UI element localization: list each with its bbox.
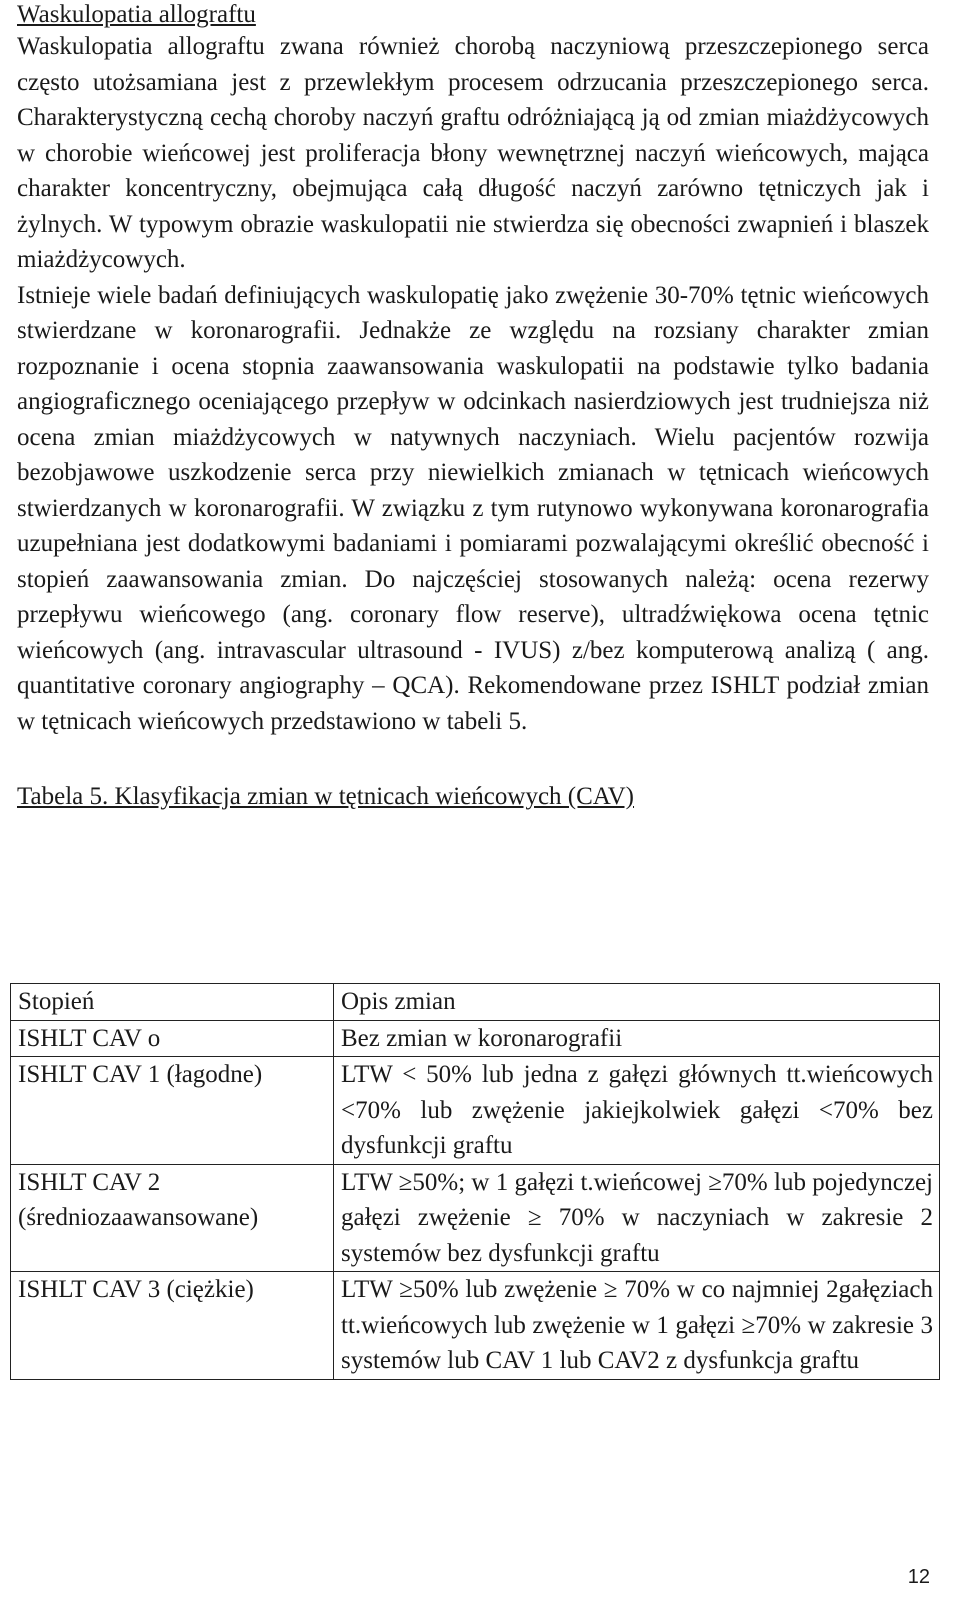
paragraph-2: Istnieje wiele badań definiujących waskulopatię jako zwężenie 30-70% tętnic wieńcowych stwierdzane w koronarografii. Jednakże ze względu na rozsiany charakter zmian rozpoznanie i ocena stopnia zaawansowania waskulopatii na podstawie tylko badania angiograficznego oceniającego przepływ w odcinkach nasierdziowych jest trudniejsza niż ocena zmian miażdżycowych w natywnych naczyniach. Wielu pacjentów rozwija bezobjawowe uszkodzenie serca przy niewielkich zmianach w tętnicach wieńcowych stwierdzanych w koronarografii. W związku z tym rutynowo wykonywana koronarografia uzupełniana jest dodatkowymi badaniami i pomiarami pozwalającymi określić obecność i stopień zaawansowania zmian. Do najczęściej stosowanych należą: ocena rezerwy przepływu wieńcowego (ang. coronary flow reserve), ultradźwiękowa ocena tętnic wieńcowych (ang. intravascular ultrasound - IVUS) z/bez komputerową analizą ( ang. quantitative coronary angiography – QCA). Rekomendowane przez ISHLT podział zmian w tętnicach wieńcowych przedstawiono w tabeli 5. (17, 281, 929, 735)
grade-cell: ISHLT CAV o (11, 1020, 334, 1057)
header-description: Opis zmian (334, 984, 940, 1021)
document-page (17, 0, 929, 812)
description-cell: LTW ≥50%; w 1 gałęzi t.wieńcowej ≥70% lub pojedynczej gałęzi zwężenie ≥ 70% w naczyniach w zakresie 2 systemów bez dysfunkcji graftu (334, 1164, 940, 1272)
table-row (11, 1020, 940, 1057)
table-row (11, 1057, 940, 1165)
grade-cell: ISHLT CAV 2 (średniozaawansowane) (11, 1164, 334, 1272)
header-grade: Stopień (11, 984, 334, 1021)
description-cell: LTW < 50% lub jedna z gałęzi głównych tt.wieńcowych <70% lub zwężenie jakiejkolwiek gałęzi <70% bez dysfunkcji graftu (334, 1057, 940, 1165)
cav-classification-table (10, 983, 940, 1380)
table-header-row (11, 984, 940, 1021)
table-caption: Tabela 5. Klasyfikacja zmian w tętnicach wieńcowych (CAV) (17, 783, 635, 810)
section-title: Waskulopatia allograftu (17, 1, 256, 28)
description-cell: Bez zmian w koronarografii (334, 1020, 940, 1057)
table-row (11, 1272, 940, 1380)
page-number: 12 (907, 1566, 930, 1588)
table-row (11, 1164, 940, 1272)
paragraph-1: Waskulopatia allograftu zwana również chorobą naczyniową przeszczepionego serca często utożsamiana jest z przewlekłym procesem odrzucania przeszczepionego serca. Charakterystyczną cechą choroby naczyń graftu odróżniającą ją od zmian miażdżycowych w chorobie wieńcowej jest proliferacja błony wewnętrznej naczyń wieńcowych, mająca charakter koncentryczny, obejmująca całą długość naczyń zarówno tętniczych jak i żylnych. W typowym obrazie waskulopatii nie stwierdza się obecności zwapnień i blaszek miażdżycowych. (17, 33, 929, 273)
description-cell: LTW ≥50% lub zwężenie ≥ 70% w co najmniej 2gałęziach tt.wieńcowych lub zwężenie w 1 gałęzi ≥70% w zakresie 3 systemów lub CAV 1 lub CAV2 z dysfunkcja graftu (334, 1272, 940, 1380)
grade-cell: ISHLT CAV 3 (ciężkie) (11, 1272, 334, 1380)
grade-cell: ISHLT CAV 1 (łagodne) (11, 1057, 334, 1165)
